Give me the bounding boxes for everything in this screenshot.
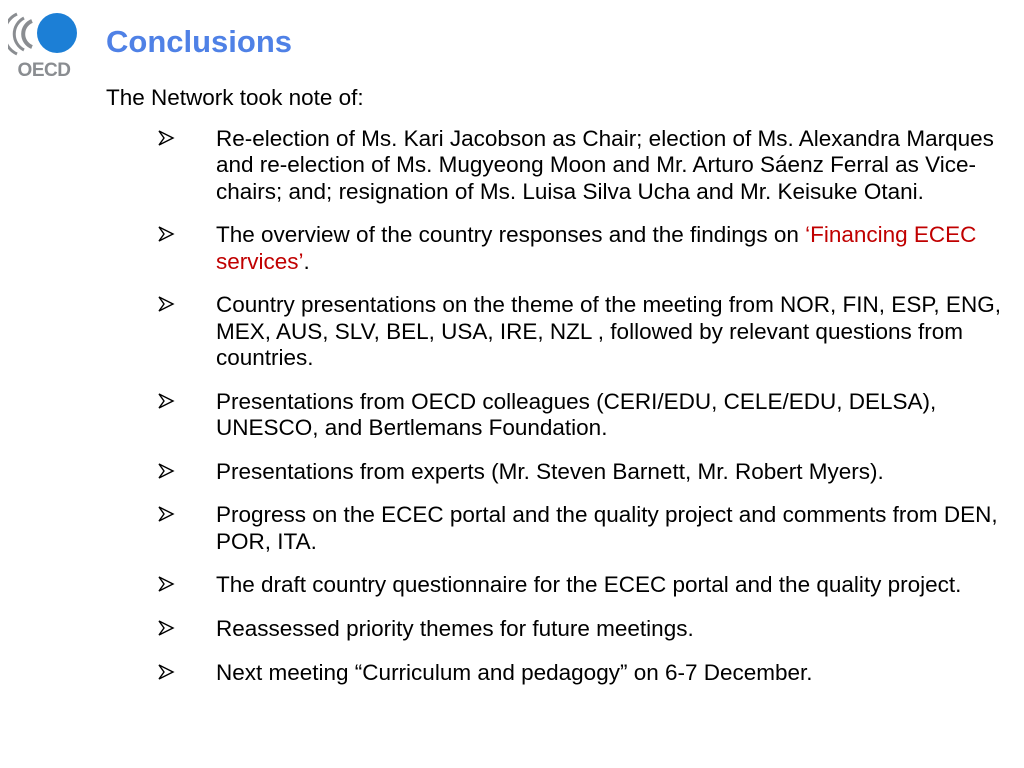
- bullet-main-text: Presentations from OECD colleagues (CERI/EDU, CELE/EDU, DELSA), UNESCO, and Bertlemans Foundation.: [216, 388, 937, 441]
- list-item: [156, 572, 1006, 598]
- bullet-main-text: Re-election of Ms. Kari Jacobson as Chair; election of Ms. Alexandra Marques and re-election of Ms. Mugyeong Moon and Mr. Arturo Sáenz Ferral as Vice-chairs; and; resignation of Ms. Luisa Silva Ucha and Mr. Keisuke Otani.: [216, 126, 994, 204]
- list-item: [156, 660, 1006, 686]
- intro-text: The Network took note of:: [106, 85, 364, 110]
- arrow-bullet-icon: [156, 574, 176, 594]
- arrow-bullet-icon: [156, 461, 176, 481]
- bullet-highlight-text: ‘Financing ECEC services’: [216, 222, 977, 274]
- bullet-main-text: Country presentations on the theme of the meeting from NOR, FIN, ESP, ENG, MEX, AUS, SLV, BEL, USA, IRE, NZL , followed by relevant questions from countries.: [216, 292, 1001, 371]
- list-item: [156, 222, 1006, 275]
- arrow-bullet-icon: [156, 128, 176, 148]
- bullet-main-text: Next meeting “Curriculum and pedagogy” on 6-7 December.: [216, 659, 813, 685]
- bullet-suffix-text: .: [303, 248, 310, 274]
- bullet-text: [216, 222, 1006, 275]
- list-item: [156, 502, 1006, 555]
- bullet-main-text: The draft country questionnaire for the ECEC portal and the quality project.: [216, 572, 962, 598]
- bullet-main-text: Progress on the ECEC portal and the quality project and comments from DEN, POR, ITA.: [216, 502, 998, 554]
- arrow-bullet-icon: [156, 224, 176, 244]
- oecd-logo-icon: [8, 10, 80, 80]
- bullet-text: [216, 502, 1006, 555]
- page-title: Conclusions: [106, 24, 293, 59]
- list-item: [156, 616, 1006, 642]
- bullet-main-text: The overview of the country responses and the findings on: [216, 222, 806, 248]
- conclusions-list: [156, 126, 1006, 686]
- arrow-bullet-icon: [156, 391, 176, 411]
- list-item: [156, 459, 1006, 485]
- bullet-main-text: Presentations from experts (Mr. Steven Barnett, Mr. Robert Myers).: [216, 458, 884, 484]
- bullet-text: [216, 389, 1006, 442]
- bullet-text: [216, 126, 1006, 205]
- arrow-bullet-icon: [156, 294, 176, 314]
- arrow-bullet-icon: [156, 662, 176, 682]
- bullet-text: [216, 572, 1006, 598]
- list-item: [156, 389, 1006, 442]
- list-item: [156, 126, 1006, 205]
- arrow-bullet-icon: [156, 618, 176, 638]
- arrow-bullet-icon: [156, 504, 176, 524]
- bullet-main-text: Reassessed priority themes for future meetings.: [216, 616, 694, 641]
- oecd-logo: [8, 10, 80, 80]
- svg-text:OECD: OECD: [17, 60, 71, 80]
- list-item: [156, 292, 1006, 371]
- bullet-text: [216, 616, 1006, 642]
- bullet-text: [216, 459, 1006, 485]
- bullet-text: [216, 292, 1006, 371]
- bullet-text: [216, 660, 1006, 686]
